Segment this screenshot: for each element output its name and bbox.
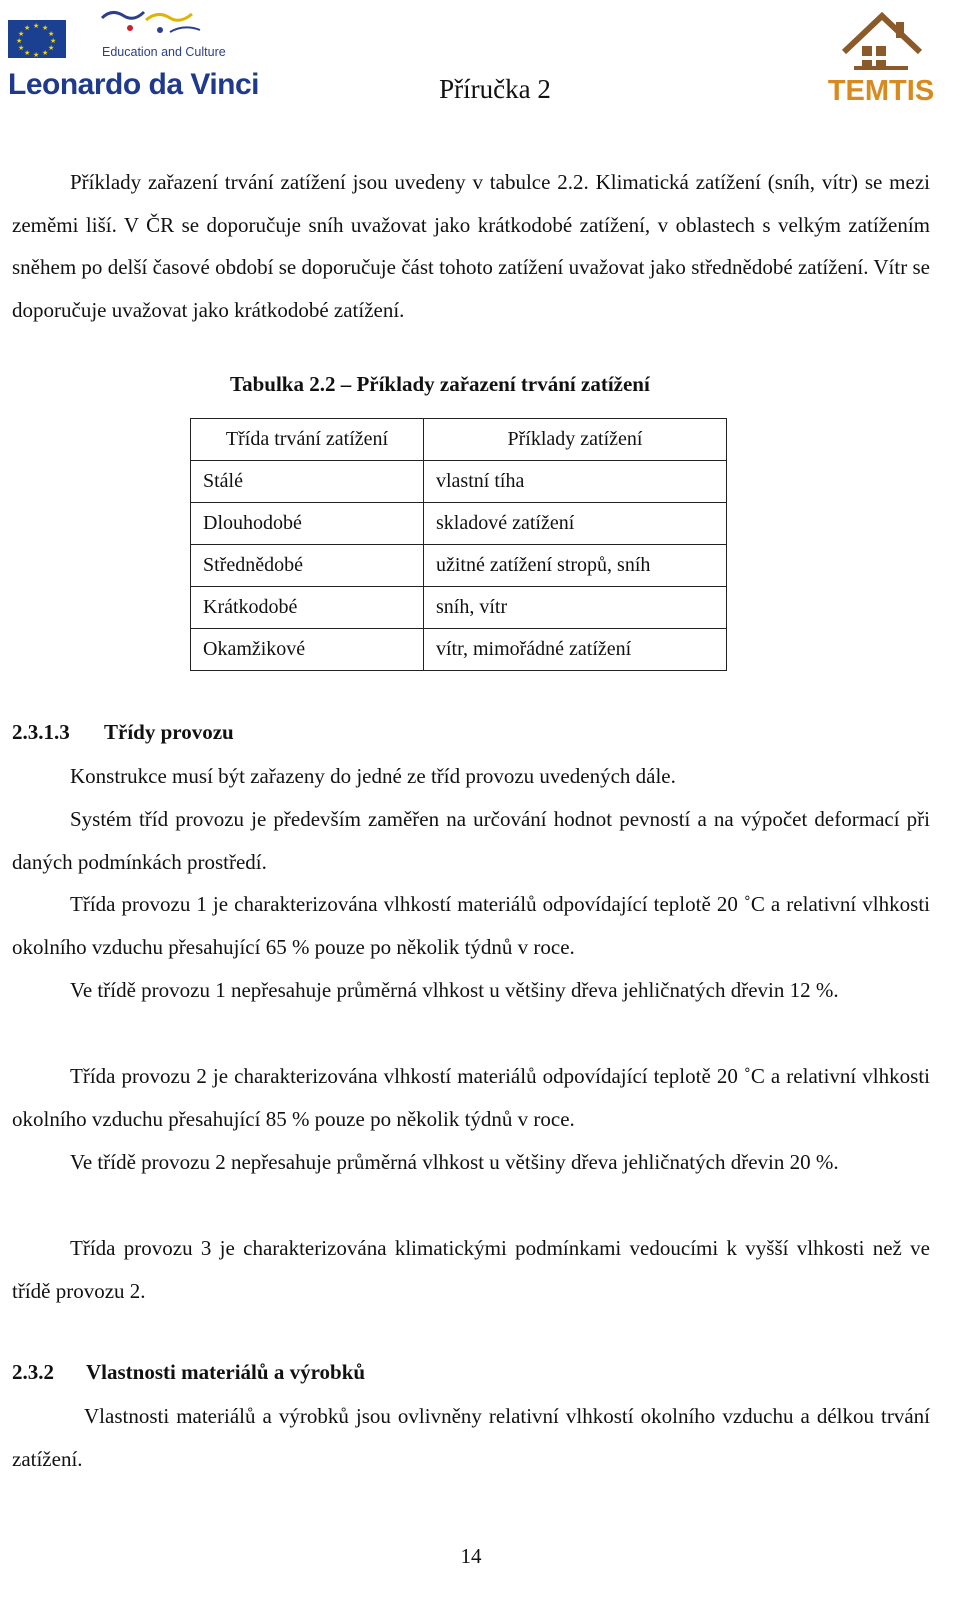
table-row <box>191 587 727 629</box>
table-cell: Okamžikové <box>191 629 424 671</box>
section-number: 2.3.1.3 <box>12 720 70 744</box>
table-row <box>191 461 727 503</box>
paragraph: Systém tříd provozu je především zaměřen na určování hodnot pevností a na výpočet deformací při daných podmínkách prostředí. <box>12 807 930 874</box>
load-duration-table <box>190 418 727 671</box>
paragraph: Třída provozu 3 je charakterizována klimatickými podmínkami vedoucími k vyšší vlhkosti než ve třídě provozu 2. <box>12 1236 930 1303</box>
paragraph: Konstrukce musí být zařazeny do jedné ze tříd provozu uvedených dále. <box>70 764 676 788</box>
paragraph: Ve třídě provozu 2 nepřesahuje průměrná vlhkost u většiny dřeva jehličnatých dřevin 20 %. <box>70 1150 839 1174</box>
education-culture-logo <box>100 6 212 38</box>
paragraph: Třída provozu 1 je charakterizována vlhkostí materiálů odpovídající teplotě 20 ˚C a relativní vlhkosti okolního vzduchu přesahující 65 % pouze po několik týdnů v roce. <box>12 892 930 959</box>
section-title: Vlastnosti materiálů a výrobků <box>86 1360 366 1384</box>
section-number: 2.3.2 <box>12 1360 54 1384</box>
table-row <box>191 545 727 587</box>
table-cell: Stálé <box>191 461 424 503</box>
section-heading <box>12 720 234 745</box>
table-cell: sníh, vítr <box>424 587 727 629</box>
temtis-logo <box>826 8 936 104</box>
table-cell: užitné zatížení stropů, sníh <box>424 545 727 587</box>
table-row <box>191 629 727 671</box>
education-culture-caption: Education and Culture <box>102 45 226 59</box>
table-row <box>191 503 727 545</box>
program-logo-text: Leonardo da Vinci <box>8 68 259 101</box>
table-cell: Střednědobé <box>191 545 424 587</box>
table-cell: vlastní tíha <box>424 461 727 503</box>
table-cell: skladové zatížení <box>424 503 727 545</box>
page-number: 14 <box>460 1544 482 1568</box>
table-header-cell: Příklady zatížení <box>424 419 727 461</box>
paragraph: Vlastnosti materiálů a výrobků jsou ovlivněny relativní vlhkostí okolního vzduchu a délkou trvání zatížení. <box>12 1404 930 1471</box>
section-title: Třídy provozu <box>104 720 234 744</box>
paragraph: Třída provozu 2 je charakterizována vlhkostí materiálů odpovídající teplotě 20 ˚C a relativní vlhkosti okolního vzduchu přesahující 85 % pouze po několik týdnů v roce. <box>12 1064 930 1131</box>
table-cell: vítr, mimořádné zatížení <box>424 629 727 671</box>
section-heading <box>12 1360 365 1385</box>
paragraph: Ve třídě provozu 1 nepřesahuje průměrná vlhkost u většiny dřeva jehličnatých dřevin 12 %. <box>70 978 839 1002</box>
paragraph-climatic-loads: Příklady zařazení trvání zatížení jsou uvedeny v tabulce 2.2. Klimatická zatížení (sníh, vítr) se mezi zeměmi liší. V ČR se doporučuje sníh uvažovat jako krátkodobé zatížení, v oblastech s velkým zatížením sněhem po delší časové období se doporučuje část tohoto zatížení uvažovat jako střednědobé zatížení. Vítr se doporučuje uvažovat jako krátkodobé zatížení. <box>12 170 930 322</box>
eu-flag-logo: ★ ★ ★ ★ ★ ★ ★ ★ ★ ★ ★ ★ <box>8 20 66 58</box>
table-header-row <box>191 419 727 461</box>
table-caption: Tabulka 2.2 – Příklady zařazení trvání zatížení <box>230 372 650 396</box>
page-header-title: Příručka 2 <box>439 74 551 104</box>
table-cell: Dlouhodobé <box>191 503 424 545</box>
table-header-cell: Třída trvání zatížení <box>191 419 424 461</box>
temtis-logo-text: TEMTIS <box>827 75 935 104</box>
table-cell: Krátkodobé <box>191 587 424 629</box>
